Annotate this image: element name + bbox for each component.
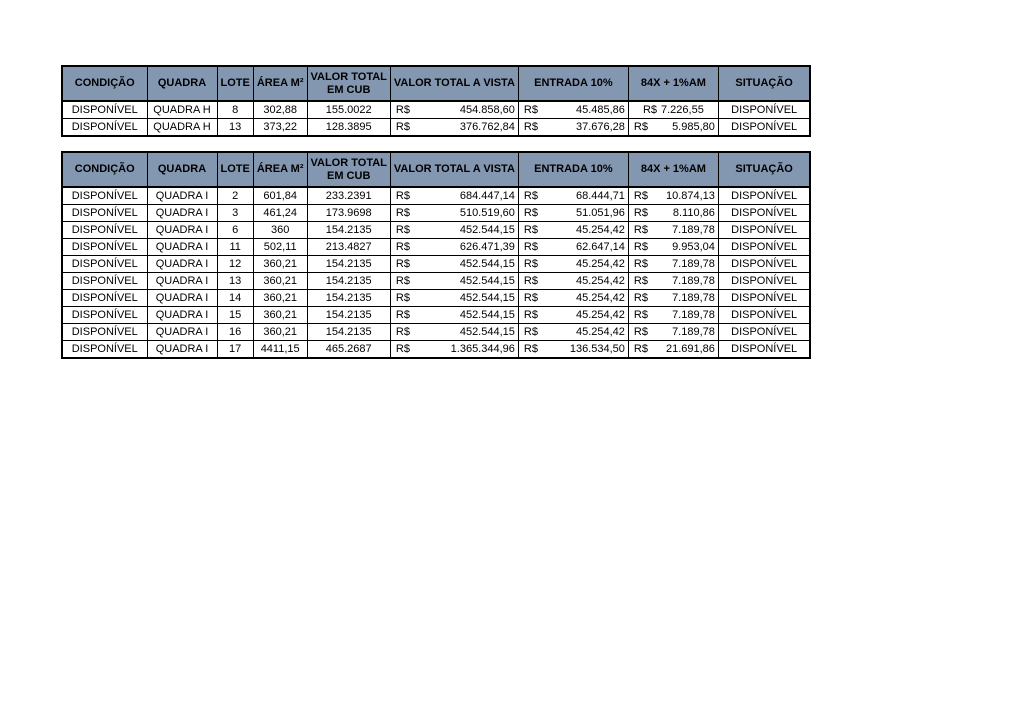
cell-valor-cub: 154.2135 bbox=[307, 222, 390, 239]
cell-entrada bbox=[518, 119, 628, 137]
amount: 454.858,60 bbox=[459, 104, 515, 116]
cell-entrada bbox=[518, 222, 628, 239]
amount: 45.254,42 bbox=[575, 224, 625, 236]
cell-parcela bbox=[628, 187, 718, 205]
currency-symbol: R$ bbox=[523, 190, 538, 202]
currency-symbol: R$ bbox=[633, 190, 648, 202]
amount: 7.189,78 bbox=[672, 258, 715, 270]
cell-valor-cub: 154.2135 bbox=[307, 324, 390, 341]
amount: 136.534,50 bbox=[569, 343, 625, 355]
cell-lote: 11 bbox=[217, 239, 253, 256]
cell-lote: 15 bbox=[217, 307, 253, 324]
amount: 7.189,78 bbox=[672, 326, 715, 338]
currency-symbol: R$ bbox=[633, 292, 648, 304]
cell-entrada bbox=[518, 324, 628, 341]
currency-symbol: R$ bbox=[633, 275, 648, 287]
header-valor-cub: VALOR TOTAL EM CUB bbox=[307, 66, 390, 101]
amount: 8.110,86 bbox=[672, 207, 715, 219]
currency-symbol: R$ bbox=[523, 224, 538, 236]
currency-symbol: R$ bbox=[523, 104, 538, 116]
amount: 51.051,96 bbox=[575, 207, 625, 219]
amount: 45.254,42 bbox=[575, 258, 625, 270]
currency-symbol: R$ bbox=[395, 241, 410, 253]
cell-area: 502,11 bbox=[253, 239, 307, 256]
cell-valor-vista bbox=[390, 187, 518, 205]
amount: 7.189,78 bbox=[672, 275, 715, 287]
cell-valor-vista bbox=[390, 324, 518, 341]
cell-quadra: QUADRA H bbox=[147, 119, 217, 137]
header-row bbox=[62, 66, 810, 101]
currency-symbol: R$ bbox=[395, 343, 410, 355]
cell-entrada bbox=[518, 187, 628, 205]
amount: 37.676,28 bbox=[575, 121, 625, 133]
cell-quadra: QUADRA H bbox=[147, 101, 217, 119]
amount: 626.471,39 bbox=[459, 241, 515, 253]
currency-symbol: R$ bbox=[633, 326, 648, 338]
cell-area: 360,21 bbox=[253, 273, 307, 290]
cell-quadra: QUADRA I bbox=[147, 205, 217, 222]
cell-valor-vista bbox=[390, 273, 518, 290]
cell-valor-cub: 233.2391 bbox=[307, 187, 390, 205]
amount: 7.189,78 bbox=[672, 309, 715, 321]
currency-symbol: R$ bbox=[395, 326, 410, 338]
cell-entrada bbox=[518, 101, 628, 119]
amount: 452.544,15 bbox=[459, 292, 515, 304]
header-condicao: CONDIÇÃO bbox=[62, 152, 147, 187]
cell-entrada bbox=[518, 290, 628, 307]
cell-lote: 13 bbox=[217, 273, 253, 290]
header-row bbox=[62, 152, 810, 187]
amount: 45.254,42 bbox=[575, 275, 625, 287]
header-parcelas: 84X + 1%AM bbox=[628, 152, 718, 187]
cell-situacao: DISPONÍVEL bbox=[718, 290, 810, 307]
cell-lote: 12 bbox=[217, 256, 253, 273]
cell-lote: 3 bbox=[217, 205, 253, 222]
cell-situacao: DISPONÍVEL bbox=[718, 307, 810, 324]
header-quadra: QUADRA bbox=[147, 66, 217, 101]
header-quadra: QUADRA bbox=[147, 152, 217, 187]
header-parcelas: 84X + 1%AM bbox=[628, 66, 718, 101]
cell-situacao: DISPONÍVEL bbox=[718, 256, 810, 273]
amount: 45.254,42 bbox=[575, 292, 625, 304]
amount: 452.544,15 bbox=[459, 275, 515, 287]
currency-symbol: R$ bbox=[395, 121, 410, 133]
currency-symbol: R$ bbox=[633, 309, 648, 321]
cell-valor-cub: 154.2135 bbox=[307, 307, 390, 324]
table-body bbox=[62, 101, 810, 136]
header-valor-vista: VALOR TOTAL A VISTA bbox=[390, 66, 518, 101]
header-valor-cub: VALOR TOTAL EM CUB bbox=[307, 152, 390, 187]
cell-parcela bbox=[628, 119, 718, 137]
cell-valor-vista bbox=[390, 256, 518, 273]
table-row bbox=[62, 324, 810, 341]
header-condicao: CONDIÇÃO bbox=[62, 66, 147, 101]
table-row bbox=[62, 119, 810, 137]
lots-table-quadra-h bbox=[61, 65, 811, 137]
amount: 684.447,14 bbox=[459, 190, 515, 202]
amount: 9.953,04 bbox=[672, 241, 715, 253]
table-row bbox=[62, 256, 810, 273]
table-row bbox=[62, 290, 810, 307]
amount: 10.874,13 bbox=[665, 190, 715, 202]
cell-area: 360,21 bbox=[253, 307, 307, 324]
header-lote: LOTE bbox=[217, 66, 253, 101]
cell-condicao: DISPONÍVEL bbox=[62, 324, 147, 341]
cell-entrada bbox=[518, 205, 628, 222]
cell-quadra: QUADRA I bbox=[147, 273, 217, 290]
amount: 68.444,71 bbox=[575, 190, 625, 202]
amount: 452.544,15 bbox=[459, 326, 515, 338]
cell-parcela bbox=[628, 324, 718, 341]
table-body bbox=[62, 187, 810, 358]
cell-lote: 16 bbox=[217, 324, 253, 341]
header-entrada: ENTRADA 10% bbox=[518, 66, 628, 101]
cell-area: 360 bbox=[253, 222, 307, 239]
currency-symbol: R$ bbox=[395, 104, 410, 116]
cell-parcela bbox=[628, 101, 718, 119]
header-area: ÁREA M² bbox=[253, 66, 307, 101]
amount: 7.189,78 bbox=[672, 224, 715, 236]
cell-lote: 8 bbox=[217, 101, 253, 119]
cell-parcela bbox=[628, 205, 718, 222]
cell-condicao: DISPONÍVEL bbox=[62, 256, 147, 273]
cell-entrada bbox=[518, 239, 628, 256]
table-row bbox=[62, 341, 810, 359]
currency-symbol: R$ bbox=[523, 326, 538, 338]
currency-symbol: R$ bbox=[395, 309, 410, 321]
cell-entrada bbox=[518, 256, 628, 273]
cell-condicao: DISPONÍVEL bbox=[62, 239, 147, 256]
amount: 45.254,42 bbox=[575, 309, 625, 321]
currency-symbol: R$ bbox=[523, 207, 538, 219]
cell-parcela bbox=[628, 290, 718, 307]
header-lote: LOTE bbox=[217, 152, 253, 187]
cell-valor-cub: 154.2135 bbox=[307, 256, 390, 273]
cell-situacao: DISPONÍVEL bbox=[718, 273, 810, 290]
cell-area: 302,88 bbox=[253, 101, 307, 119]
header-situacao: SITUAÇÃO bbox=[718, 152, 810, 187]
cell-lote: 2 bbox=[217, 187, 253, 205]
amount: 452.544,15 bbox=[459, 309, 515, 321]
currency-symbol: R$ bbox=[633, 121, 648, 133]
amount: 452.544,15 bbox=[459, 224, 515, 236]
amount: 510.519,60 bbox=[459, 207, 515, 219]
header-area: ÁREA M² bbox=[253, 152, 307, 187]
cell-valor-cub: 465.2687 bbox=[307, 341, 390, 359]
amount: 45.485,86 bbox=[575, 104, 625, 116]
cell-valor-vista bbox=[390, 205, 518, 222]
cell-condicao: DISPONÍVEL bbox=[62, 119, 147, 137]
cell-area: 373,22 bbox=[253, 119, 307, 137]
cell-area: 360,21 bbox=[253, 324, 307, 341]
cell-situacao: DISPONÍVEL bbox=[718, 119, 810, 137]
header-valor-vista: VALOR TOTAL A VISTA bbox=[390, 152, 518, 187]
cell-condicao: DISPONÍVEL bbox=[62, 341, 147, 359]
cell-valor-vista bbox=[390, 119, 518, 137]
cell-quadra: QUADRA I bbox=[147, 187, 217, 205]
cell-parcela bbox=[628, 307, 718, 324]
amount: 1.365.344,96 bbox=[450, 343, 515, 355]
table-row bbox=[62, 273, 810, 290]
cell-situacao: DISPONÍVEL bbox=[718, 205, 810, 222]
cell-area: 360,21 bbox=[253, 256, 307, 273]
cell-valor-cub: 213.4827 bbox=[307, 239, 390, 256]
cell-parcela bbox=[628, 239, 718, 256]
cell-condicao: DISPONÍVEL bbox=[62, 273, 147, 290]
currency-symbol: R$ bbox=[642, 104, 657, 116]
cell-situacao: DISPONÍVEL bbox=[718, 324, 810, 341]
cell-valor-cub: 155.0022 bbox=[307, 101, 390, 119]
cell-valor-cub: 173.9698 bbox=[307, 205, 390, 222]
cell-valor-vista bbox=[390, 341, 518, 359]
cell-area: 461,24 bbox=[253, 205, 307, 222]
amount: 7.189,78 bbox=[672, 292, 715, 304]
cell-parcela bbox=[628, 341, 718, 359]
currency-symbol: R$ bbox=[523, 292, 538, 304]
currency-symbol: R$ bbox=[395, 207, 410, 219]
table-row bbox=[62, 205, 810, 222]
cell-condicao: DISPONÍVEL bbox=[62, 222, 147, 239]
cell-valor-vista bbox=[390, 239, 518, 256]
table-row bbox=[62, 222, 810, 239]
currency-symbol: R$ bbox=[395, 224, 410, 236]
currency-symbol: R$ bbox=[395, 275, 410, 287]
cell-area: 360,21 bbox=[253, 290, 307, 307]
cell-situacao: DISPONÍVEL bbox=[718, 341, 810, 359]
cell-parcela bbox=[628, 273, 718, 290]
cell-valor-vista bbox=[390, 290, 518, 307]
currency-symbol: R$ bbox=[523, 258, 538, 270]
cell-lote: 17 bbox=[217, 341, 253, 359]
cell-situacao: DISPONÍVEL bbox=[718, 101, 810, 119]
cell-quadra: QUADRA I bbox=[147, 256, 217, 273]
currency-symbol: R$ bbox=[633, 207, 648, 219]
table-row bbox=[62, 101, 810, 119]
amount: 21.691,86 bbox=[665, 343, 715, 355]
cell-quadra: QUADRA I bbox=[147, 222, 217, 239]
cell-lote: 14 bbox=[217, 290, 253, 307]
cell-condicao: DISPONÍVEL bbox=[62, 307, 147, 324]
currency-symbol: R$ bbox=[395, 292, 410, 304]
cell-situacao: DISPONÍVEL bbox=[718, 187, 810, 205]
cell-condicao: DISPONÍVEL bbox=[62, 101, 147, 119]
lots-table-quadra-i bbox=[61, 151, 811, 359]
currency-symbol: R$ bbox=[395, 258, 410, 270]
currency-symbol: R$ bbox=[633, 224, 648, 236]
currency-symbol: R$ bbox=[523, 241, 538, 253]
cell-area: 4411,15 bbox=[253, 341, 307, 359]
cell-valor-vista bbox=[390, 101, 518, 119]
table-row bbox=[62, 307, 810, 324]
amount: 5.985,80 bbox=[672, 121, 715, 133]
cell-lote: 13 bbox=[217, 119, 253, 137]
cell-quadra: QUADRA I bbox=[147, 239, 217, 256]
cell-valor-vista bbox=[390, 307, 518, 324]
cell-valor-vista bbox=[390, 222, 518, 239]
cell-quadra: QUADRA I bbox=[147, 307, 217, 324]
table-row bbox=[62, 239, 810, 256]
currency-symbol: R$ bbox=[523, 309, 538, 321]
amount: 452.544,15 bbox=[459, 258, 515, 270]
table-row bbox=[62, 187, 810, 205]
cell-parcela bbox=[628, 256, 718, 273]
cell-quadra: QUADRA I bbox=[147, 290, 217, 307]
cell-situacao: DISPONÍVEL bbox=[718, 222, 810, 239]
cell-entrada bbox=[518, 341, 628, 359]
cell-lote: 6 bbox=[217, 222, 253, 239]
cell-area: 601,84 bbox=[253, 187, 307, 205]
cell-valor-cub: 128.3895 bbox=[307, 119, 390, 137]
cell-condicao: DISPONÍVEL bbox=[62, 187, 147, 205]
header-situacao: SITUAÇÃO bbox=[718, 66, 810, 101]
currency-symbol: R$ bbox=[633, 241, 648, 253]
cell-condicao: DISPONÍVEL bbox=[62, 290, 147, 307]
cell-entrada bbox=[518, 273, 628, 290]
cell-parcela bbox=[628, 222, 718, 239]
currency-symbol: R$ bbox=[633, 258, 648, 270]
cell-quadra: QUADRA I bbox=[147, 341, 217, 359]
cell-situacao: DISPONÍVEL bbox=[718, 239, 810, 256]
currency-symbol: R$ bbox=[523, 275, 538, 287]
header-entrada: ENTRADA 10% bbox=[518, 152, 628, 187]
currency-symbol: R$ bbox=[633, 343, 648, 355]
cell-quadra: QUADRA I bbox=[147, 324, 217, 341]
amount: 45.254,42 bbox=[575, 326, 625, 338]
amount: 376.762,84 bbox=[459, 121, 515, 133]
cell-valor-cub: 154.2135 bbox=[307, 273, 390, 290]
cell-condicao: DISPONÍVEL bbox=[62, 205, 147, 222]
currency-symbol: R$ bbox=[523, 343, 538, 355]
cell-valor-cub: 154.2135 bbox=[307, 290, 390, 307]
amount: 7.226,55 bbox=[661, 104, 704, 116]
amount: 62.647,14 bbox=[575, 241, 625, 253]
currency-symbol: R$ bbox=[395, 190, 410, 202]
cell-entrada bbox=[518, 307, 628, 324]
currency-symbol: R$ bbox=[523, 121, 538, 133]
